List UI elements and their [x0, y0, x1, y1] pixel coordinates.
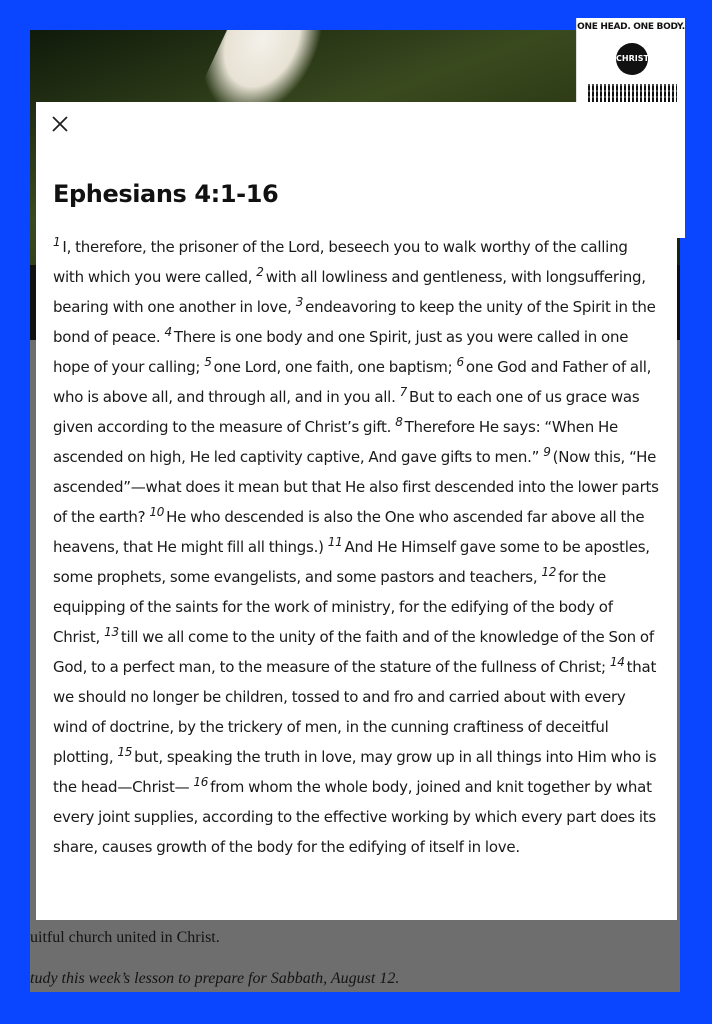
verse-number: 13 [104, 625, 119, 639]
verse-text: He who descended is also the One who ascended far above all the heavens, that He might fill all things.) [53, 508, 645, 556]
verse-number: 9 [543, 445, 551, 459]
verse-text: But to each one of us grace was given according to the measure of Christ’s gift. [53, 388, 640, 436]
verse-text: but, speaking the truth in love, may grow up in all things into Him who is the head—Christ— [53, 748, 657, 796]
close-icon[interactable] [50, 114, 70, 134]
verse-text: till we all come to the unity of the faith and of the knowledge of the Son of God, to a perfect man, to the measure of the stature of the fullness of Christ; [53, 628, 654, 676]
verse-number: 14 [609, 655, 625, 669]
verse-text: And He Himself gave some to be apostles, some prophets, some evangelists, and some pastors and teachers, [53, 538, 650, 586]
verse-number: 11 [327, 535, 343, 549]
verse-number: 2 [256, 265, 264, 279]
logo-title: ONE HEAD. ONE BODY. [577, 22, 685, 32]
verse-number: 12 [541, 565, 557, 579]
verse-text: Therefore He says: “When He ascended on high, He led captivity captive, And gave gifts to men.” [53, 418, 619, 466]
verse-text: I, therefore, the prisoner of the Lord, beseech you to walk worthy of the calling with which you were called, [53, 238, 628, 286]
verse-text: one Lord, one faith, one baptism; [213, 358, 453, 376]
passage-title: Ephesians 4:1-16 [53, 180, 279, 208]
christ-badge [616, 43, 648, 75]
verse-number: 3 [295, 295, 304, 309]
verse-text: with all lowliness and gentleness, with longsuffering, bearing with one another in love, [53, 268, 646, 316]
verse-number: 16 [193, 775, 209, 789]
verse-text: for the equipping of the saints for the work of ministry, for the edifying of the body of Christ, [53, 568, 613, 646]
scripture-modal [36, 102, 677, 920]
verse-text: (Now this, “He ascended”—what does it mean but that He also first descended into the lower parts of the earth? [53, 448, 659, 526]
verse-text: one God and Father of all, who is above all, and through all, and in you all. [53, 358, 652, 406]
verse-number: 6 [456, 355, 464, 369]
verse-text: endeavoring to keep the unity of the Spirit in the bond of peace. [53, 298, 656, 346]
verse-number: 4 [164, 325, 172, 339]
verse-number: 7 [399, 385, 408, 399]
verse-text: There is one body and one Spirit, just as you were called in one hope of your calling; [53, 328, 629, 376]
background-lesson-note: tudy this week’s lesson to prepare for Sabbath, August 12. [30, 970, 400, 987]
verse-number: 1 [53, 235, 61, 249]
verse-number: 10 [149, 505, 165, 519]
verse-text: from whom the whole body, joined and knit together by what every joint supplies, according to the effective working by which every part does its share, causes growth of the body for the edifying of itself in love. [53, 778, 656, 856]
close-button[interactable] [50, 114, 70, 134]
verse-number: 8 [395, 415, 403, 429]
verse-number: 5 [204, 355, 212, 369]
verse-number: 15 [117, 745, 133, 759]
passage-text [53, 232, 661, 862]
verse-text: that we should no longer be children, tossed to and fro and carried about with every wind of doctrine, by the trickery of men, in the cunning craftiness of deceitful plotting, [53, 658, 657, 766]
background-text-line: uitful church united in Christ. [30, 929, 220, 946]
christ-badge-label: CHRIST [616, 54, 649, 63]
